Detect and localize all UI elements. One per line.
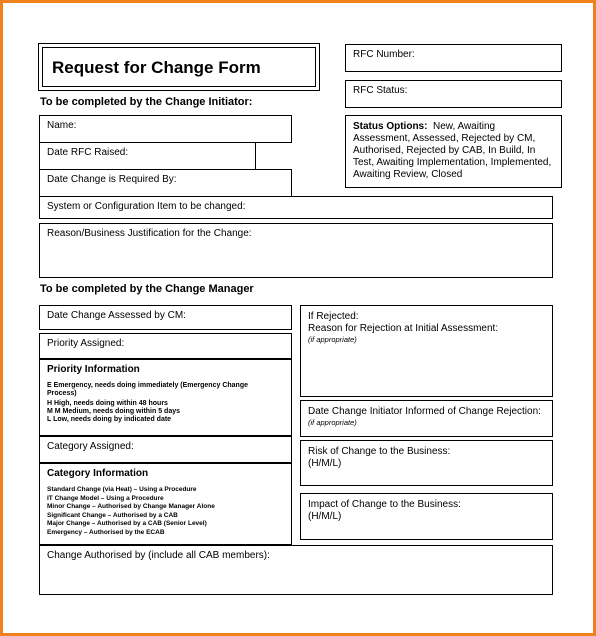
change-authorised-label: Change Authorised by (include all CAB members): <box>47 550 270 561</box>
if-appropriate-note-1: (if appropriate) <box>308 335 357 344</box>
category-item-minor: Minor Change – Authorised by Change Manager Alone <box>47 503 215 510</box>
date-required-field[interactable] <box>39 169 292 197</box>
impact-scale: (H/M/L) <box>308 511 342 522</box>
reason-rejection-label: Reason for Rejection at Initial Assessment: <box>308 323 499 334</box>
category-info-box <box>39 463 292 545</box>
risk-field[interactable] <box>300 440 553 486</box>
form-title-box <box>38 43 320 91</box>
category-item-significant: Significant Change – Authorised by a CAB <box>47 511 178 519</box>
rfc-status-label: RFC Status: <box>353 85 408 96</box>
date-raised-label: Date RFC Raised: <box>47 147 129 158</box>
category-assigned-field[interactable] <box>39 436 292 463</box>
priority-assigned-field[interactable] <box>39 333 292 359</box>
priority-item-h: H High, needs doing within 48 hours <box>47 400 168 407</box>
date-required-label: Date Change is Required By: <box>47 174 177 185</box>
reason-label: Reason/Business Justification for the Change: <box>47 228 252 239</box>
impact-label: Impact of Change to the Business: <box>308 499 461 510</box>
reason-field[interactable] <box>39 223 553 278</box>
if-rejected-label: If Rejected: <box>308 311 359 322</box>
rfc-status-field[interactable] <box>345 80 562 108</box>
priority-item-l: L Low, needs doing by indicated date <box>47 416 172 423</box>
rfc-number-field[interactable] <box>345 44 562 72</box>
system-item-label: System or Configuration Item to be changed: <box>47 201 246 212</box>
category-item-emergency: Emergency – Authorised by the ECAB <box>47 528 165 536</box>
date-informed-field[interactable] <box>300 400 553 437</box>
section-manager-heading: To be completed by the Change Manager <box>40 283 254 295</box>
category-item-standard: Standard Change (via Heat) – Using a Procedure <box>47 486 197 493</box>
category-assigned-label: Category Assigned: <box>47 441 134 452</box>
priority-info-box <box>39 359 292 436</box>
date-raised-field[interactable] <box>39 142 256 170</box>
priority-item-e: E Emergency, needs doing immediately (Emergency Change <box>47 382 248 389</box>
priority-info-title: Priority Information <box>47 364 140 375</box>
category-item-model: IT Change Model – Using a Procedure <box>47 494 164 502</box>
status-options-box <box>345 115 562 188</box>
rejection-field[interactable] <box>300 305 553 397</box>
system-item-field[interactable] <box>39 196 553 219</box>
name-label: Name: <box>47 120 77 131</box>
if-appropriate-note-2: (if appropriate) <box>308 418 357 427</box>
priority-item-e-cont: Process) <box>47 390 77 397</box>
name-field[interactable] <box>39 115 292 143</box>
status-options-label: Status Options: <box>353 121 428 132</box>
priority-item-m: M M Medium, needs doing within 5 days <box>47 408 181 415</box>
date-informed-label: Date Change Initiator Informed of Change Rejection: <box>308 406 541 417</box>
date-assessed-label: Date Change Assessed by CM: <box>47 310 186 321</box>
status-options-text: New, Awaiting Assessment, Assessed, Rejected by CM, Authorised, Rejected by CAB, In Build, In Test, Awaiting Implementation, Implemented, Awaiting Review, Closed <box>353 121 552 180</box>
date-assessed-field[interactable] <box>39 305 292 330</box>
risk-scale: (H/M/L) <box>308 458 342 469</box>
category-item-major: Major Change – Authorised by a CAB (Senior Level) <box>47 520 207 527</box>
priority-assigned-label: Priority Assigned: <box>47 338 125 349</box>
category-info-title: Category Information <box>47 468 149 479</box>
impact-field[interactable] <box>300 493 553 540</box>
form-title: Request for Change Form <box>42 47 316 87</box>
section-initiator-heading: To be completed by the Change Initiator: <box>40 96 253 108</box>
change-authorised-field[interactable] <box>39 545 553 595</box>
rfc-number-label: RFC Number: <box>353 49 415 60</box>
risk-label: Risk of Change to the Business: <box>308 446 451 457</box>
